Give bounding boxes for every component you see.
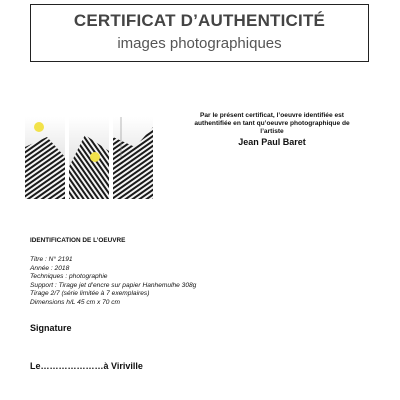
detail-title: Titre : N° 2191	[30, 256, 73, 263]
artist-name: Jean Paul Baret	[238, 137, 306, 147]
identification-heading: IDENTIFICATION DE L’OEUVRE	[30, 237, 126, 244]
detail-edition: Tirage 2/7 (série limitée à 7 exemplaires)	[30, 290, 150, 298]
statement-line-2: authentifiée en tant qu’oeuvre photographique de	[194, 120, 350, 127]
artwork-details	[30, 256, 196, 308]
detail-technique: Techniques : photographie	[30, 273, 108, 281]
certificate-title: CERTIFICAT D’AUTHENTICITÉ	[73, 11, 326, 30]
detail-year: Année : 2018	[30, 264, 70, 272]
signature-label: Signature	[30, 323, 72, 333]
date-place-line: Le…………………à Viriville	[30, 361, 143, 371]
certificate-subtitle: images photographiques	[117, 35, 282, 52]
detail-support: Support : Tirage jet d’encre sur papier Hanhemulhe 308g	[30, 281, 197, 289]
artwork-image	[25, 117, 153, 199]
statement-line-3: l’artiste	[260, 128, 284, 135]
statement-line-1: Par le présent certificat, l’oeuvre identifiée est	[199, 112, 345, 119]
detail-dimensions: Dimensions h/L 45 cm x 70 cm	[30, 298, 121, 306]
certificate-title-box	[30, 4, 369, 62]
authenticity-statement	[168, 112, 376, 146]
